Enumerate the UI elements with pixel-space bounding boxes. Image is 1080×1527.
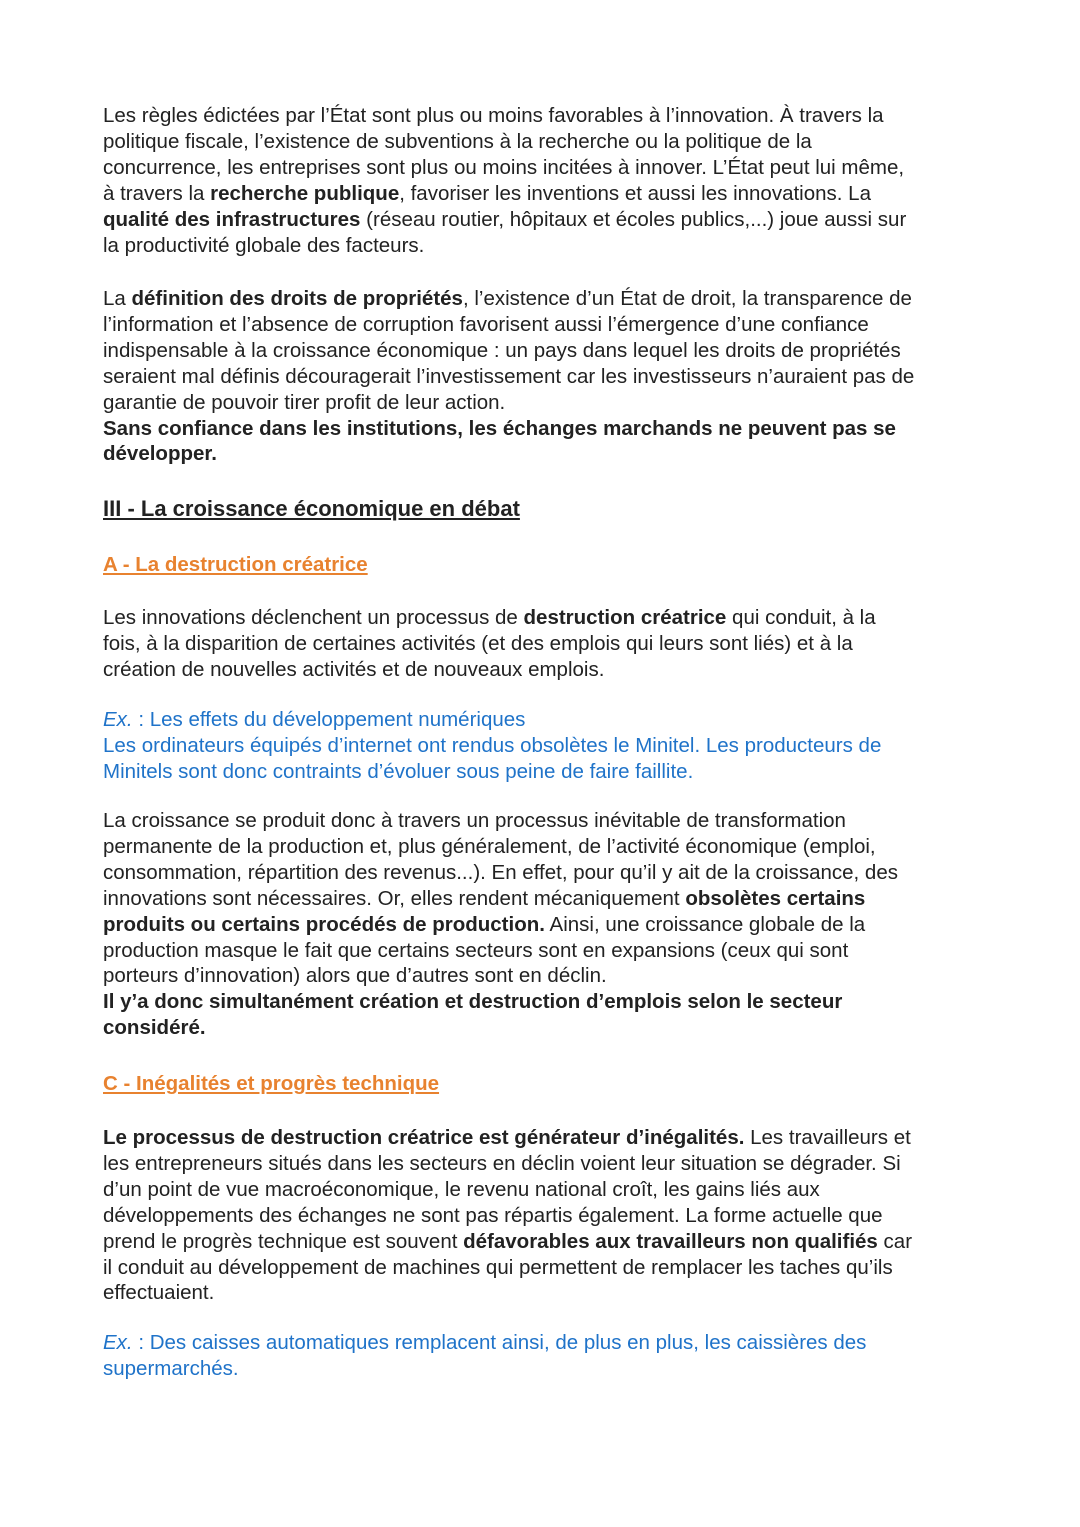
- text-run: (réseau routier, hôpitaux et écoles publics,...) joue aussi sur: [360, 207, 907, 231]
- text-line: Minitels sont donc contraints d’évoluer sous peine de faire faillite.: [103, 759, 694, 783]
- bold-term: défavorables aux travailleurs non qualifiés: [463, 1229, 878, 1253]
- text-line: il conduit au développement de machines qui permettent de remplacer les taches qu’ils: [103, 1255, 893, 1279]
- example-label: Ex.: [103, 1331, 133, 1354]
- text-run: , favoriser les inventions et aussi les innovations. La: [399, 181, 871, 205]
- bold-term: destruction créatrice: [523, 606, 727, 629]
- text-run: qui conduit, à la: [726, 606, 876, 629]
- text-run: Les innovations déclenchent un processus de: [103, 606, 524, 629]
- text-run: innovations sont nécessaires. Or, elles rendent mécaniquement: [103, 886, 686, 910]
- bold-sentence: Sans confiance dans les institutions, les échanges marchands ne peuvent pas se: [103, 416, 896, 440]
- paragraph-growth-transformation: [103, 808, 983, 1041]
- text-line: [103, 1229, 983, 1255]
- text-run: à travers la: [103, 181, 211, 205]
- bold-term: Le processus de destruction créatrice est générateur d’inégalités.: [103, 1126, 745, 1149]
- paragraph-state-rules: [103, 103, 983, 258]
- text-line: [103, 707, 983, 733]
- example-self-checkout: [103, 1330, 983, 1382]
- text-line: fois, à la disparition de certaines activités (et des emplois qui leurs sont liés) et à la: [103, 631, 853, 655]
- paragraph-inequalities: [103, 1125, 983, 1306]
- text-line: l’information et l’absence de corruption favorisent aussi l’émergence d’une confiance: [103, 312, 869, 336]
- text-line: d’un point de vue macroéconomique, le revenu national croît, les gains liés aux: [103, 1177, 820, 1201]
- subheading-c: C - Inégalités et progrès technique: [103, 1072, 440, 1095]
- paragraph-creative-destruction: [103, 605, 983, 683]
- bold-sentence: développer.: [103, 442, 217, 466]
- bold-sentence: Il y’a donc simultanément création et destruction d’emplois selon le secteur: [103, 990, 843, 1014]
- text-line: consommation, répartition des revenus...). En effet, pour qu’il y ait de la croissance, des: [103, 860, 898, 884]
- bold-term: définition des droits de propriétés: [131, 287, 463, 310]
- text-run: Les travailleurs et: [744, 1126, 911, 1149]
- text-line: les entrepreneurs situés dans les secteurs en déclin voient leur situation se dégrader. Si: [103, 1151, 901, 1175]
- text-line: [103, 207, 983, 233]
- text-line: [103, 181, 983, 207]
- text-line: supermarchés.: [103, 1356, 239, 1380]
- text-line: la productivité globale des facteurs.: [103, 233, 425, 257]
- text-line: production masque le fait que certains secteurs sont en expansions (ceux qui sont: [103, 938, 849, 962]
- text-line: concurrence, les entreprises sont plus ou moins incitées à innover. L’État peut lui même,: [103, 155, 905, 179]
- text-line: indispensable à la croissance économique : un pays dans lequel les droits de propriétés: [103, 338, 901, 362]
- bold-term: qualité des infrastructures: [103, 207, 361, 231]
- bold-term: recherche publique: [210, 181, 400, 205]
- text-line: politique fiscale, l’existence de subventions à la recherche ou la politique de la: [103, 129, 812, 153]
- bold-term: produits ou certains procédés de production.: [103, 912, 545, 936]
- example-label: Ex.: [103, 708, 133, 731]
- section-heading: III - La croissance économique en débat: [103, 496, 520, 521]
- text-line: Les ordinateurs équipés d’internet ont rendus obsolètes le Minitel. Les producteurs de: [103, 733, 882, 757]
- example-minitel: [103, 707, 983, 785]
- text-line: [103, 912, 983, 938]
- text-run: prend le progrès technique est souvent: [103, 1229, 464, 1253]
- bold-term: obsolètes certains: [685, 886, 866, 910]
- text-line: garantie de pouvoir tirer profit de leur action.: [103, 390, 506, 414]
- text-line: [103, 286, 983, 312]
- paragraph-property-rights: [103, 286, 983, 467]
- text-line: création de nouvelles activités et de nouveaux emplois.: [103, 657, 605, 681]
- text-run: La: [103, 287, 132, 310]
- text-run: : Les effets du développement numériques: [132, 708, 526, 731]
- text-run: , l’existence d’un État de droit, la transparence de: [462, 287, 912, 310]
- text-line: Les règles édictées par l’État sont plus ou moins favorables à l’innovation. À travers la: [103, 104, 884, 127]
- text-line: [103, 1330, 983, 1356]
- text-line: permanente de la production et, plus généralement, de l’activité économique (emploi,: [103, 834, 876, 858]
- text-line: [103, 605, 983, 631]
- text-line: La croissance se produit donc à travers un processus inévitable de transformation: [103, 809, 846, 832]
- text-line: porteurs d’innovation) alors que d’autres sont en déclin.: [103, 964, 607, 988]
- text-line: seraient mal définis découragerait l’investissement car les investisseurs n’auraient pas de: [103, 364, 915, 388]
- subheading-a: A - La destruction créatrice: [103, 553, 368, 576]
- bold-sentence: considéré.: [103, 1016, 206, 1040]
- text-run: car: [877, 1229, 913, 1253]
- text-line: développements des échanges ne sont pas répartis également. La forme actuelle que: [103, 1203, 883, 1227]
- text-run: : Des caisses automatiques remplacent ainsi, de plus en plus, les caissières des: [132, 1331, 867, 1354]
- text-line: effectuaient.: [103, 1281, 215, 1305]
- text-run: Ainsi, une croissance globale de la: [544, 912, 866, 936]
- text-line: [103, 1125, 983, 1151]
- text-line: [103, 886, 983, 912]
